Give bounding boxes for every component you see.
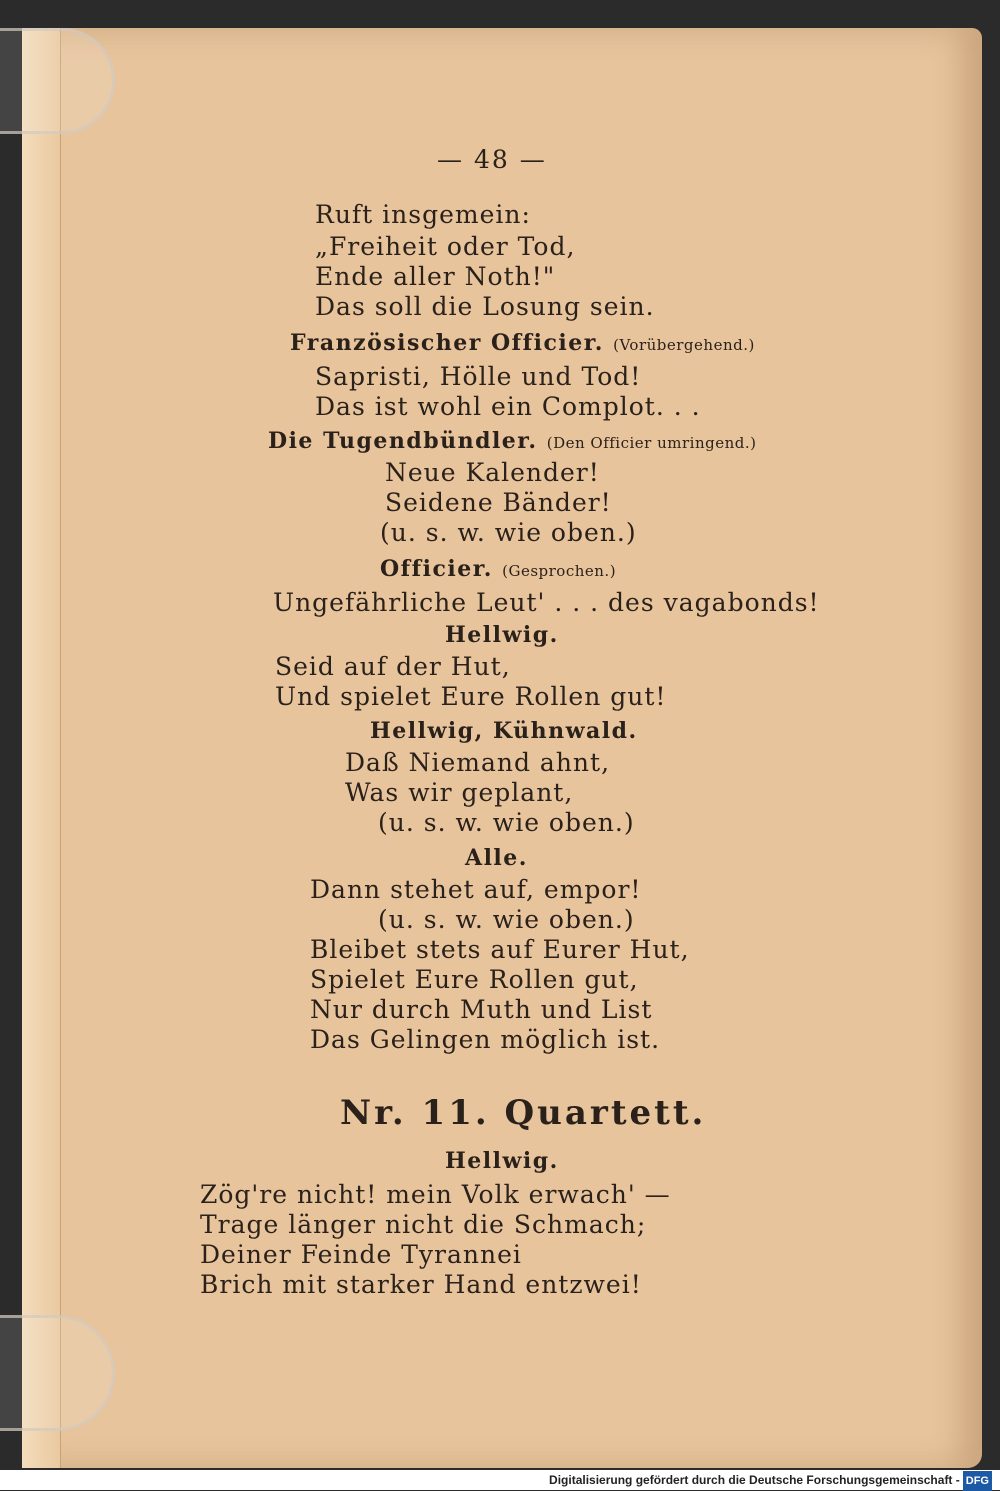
- speaker-hellwig: Hellwig.: [445, 1148, 559, 1174]
- verse-line: Zög're nicht! mein Volk erwach' —: [200, 1180, 671, 1209]
- verse-line: Und spielet Eure Rollen gut!: [275, 682, 667, 711]
- page-edge: [22, 28, 61, 1468]
- verse-line: (u. s. w. wie oben.): [378, 808, 635, 837]
- verse-line: Neue Kalender!: [385, 458, 600, 487]
- verse-line: Ruft insgemein:: [315, 200, 531, 229]
- verse-line: Dann stehet auf, empor!: [310, 875, 642, 904]
- speaker-name: Officier.: [380, 556, 493, 582]
- verse-line: Daß Niemand ahnt,: [345, 748, 611, 777]
- verse-line: (u. s. w. wie oben.): [378, 905, 635, 934]
- verse-line: Was wir geplant,: [345, 778, 574, 807]
- digitization-footer: [0, 1470, 1000, 1490]
- scanner-clip-top: [0, 28, 115, 134]
- stage-direction: (Den Officier umringend.): [546, 434, 757, 452]
- verse-line: Das ist wohl ein Complot. . .: [315, 392, 701, 421]
- speaker-officer: [380, 556, 616, 582]
- speaker-alle: Alle.: [465, 845, 528, 871]
- stage-direction: (Gesprochen.): [502, 562, 617, 580]
- verse-line: Ende aller Noth!": [315, 262, 556, 291]
- verse-line: Sapristi, Hölle und Tod!: [315, 362, 642, 391]
- speaker-name: Französischer Officier.: [290, 330, 604, 356]
- section-heading: Nr. 11. Quartett.: [340, 1093, 707, 1133]
- speaker-french-officer: [290, 330, 755, 356]
- footer-text: Digitalisierung gefördert durch die Deutsche Forschungsgemeinschaft -: [549, 1473, 960, 1487]
- speaker-tugendbuendler: [268, 428, 757, 454]
- verse-line: Das Gelingen möglich ist.: [310, 1025, 661, 1054]
- verse-line: Deiner Feinde Tyrannei: [200, 1240, 522, 1269]
- speaker-name: Die Tugendbündler.: [268, 428, 538, 454]
- verse-line: Das soll die Losung sein.: [315, 292, 655, 321]
- verse-line: Spielet Eure Rollen gut,: [310, 965, 639, 994]
- scanner-clip-bottom: [0, 1315, 115, 1431]
- verse-line: Seidene Bänder!: [385, 488, 612, 517]
- stage-direction: (Vorübergehend.): [613, 336, 755, 354]
- speaker-hellwig: Hellwig.: [445, 622, 559, 648]
- verse-line: Brich mit starker Hand entzwei!: [200, 1270, 642, 1299]
- verse-line: Trage länger nicht die Schmach;: [200, 1210, 647, 1239]
- verse-line: Nur durch Muth und List: [310, 995, 653, 1024]
- dfg-logo: DFG: [963, 1471, 992, 1491]
- verse-line: Seid auf der Hut,: [275, 652, 511, 681]
- speaker-hellwig-kuehnwald: Hellwig, Kühnwald.: [370, 718, 638, 744]
- verse-line: „Freiheit oder Tod,: [315, 232, 576, 261]
- verse-line: Bleibet stets auf Eurer Hut,: [310, 935, 690, 964]
- verse-line: Ungefährliche Leut' . . . des vagabonds!: [273, 588, 820, 617]
- verse-line: (u. s. w. wie oben.): [380, 518, 637, 547]
- page-number: — 48 —: [437, 145, 547, 174]
